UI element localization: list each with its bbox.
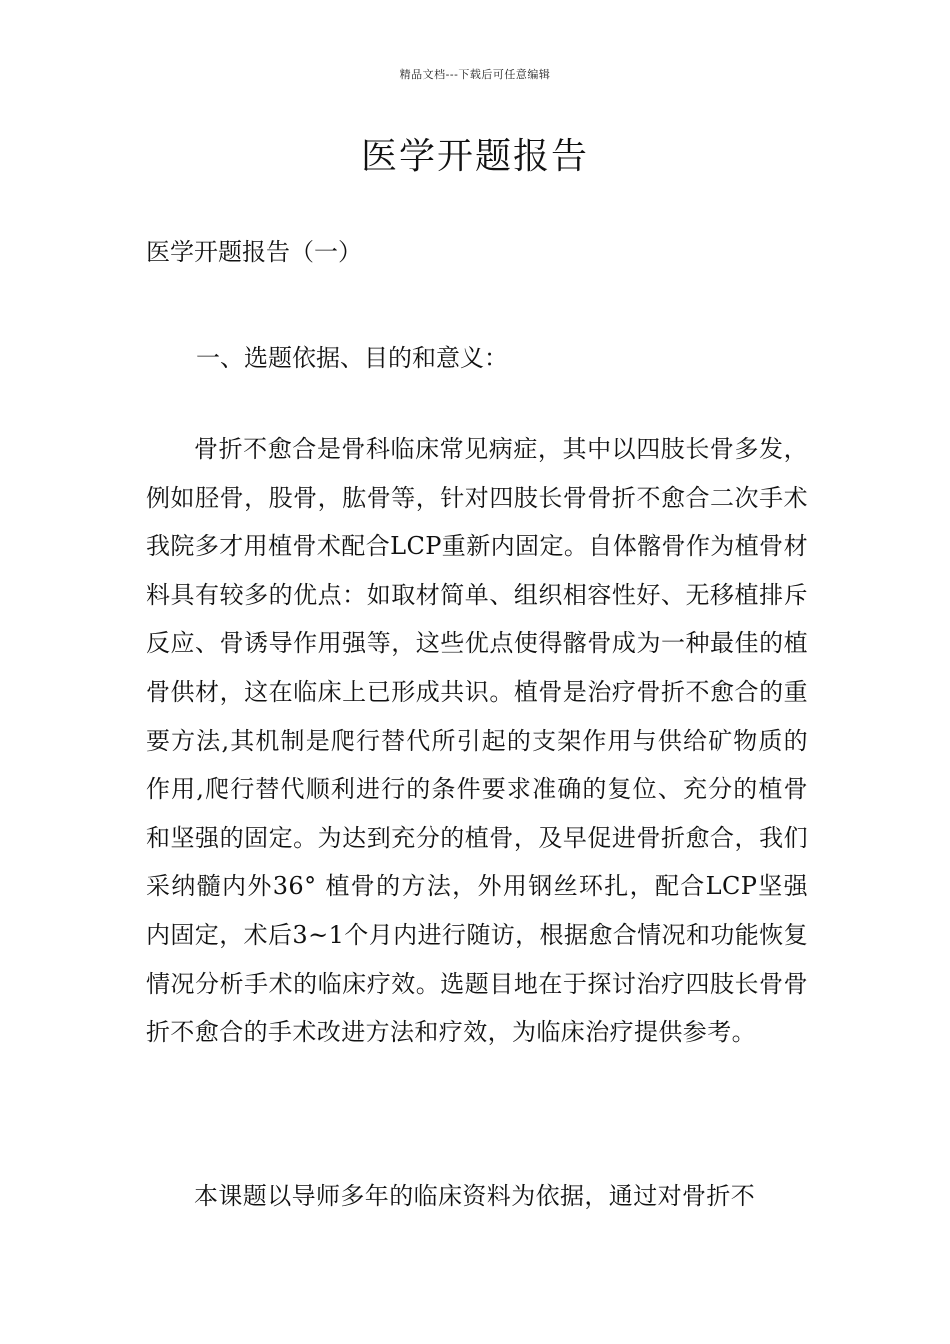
body-paragraph: 骨折不愈合是骨科临床常见病症，其中以四肢长骨多发，例如胫骨，股骨，肱骨等，针对四肢长骨骨折不愈合二次手术我院多才用植骨术配合LCP重新内固定。自体髂骨作为植骨材料具有较多的优点：如取材简单、组织相容性好、无移植排斥反应、骨诱导作用强等，这些优点使得髂骨成为一种最佳的植骨供材，这在临床上已形成共识。植骨是治疗骨折不愈合的重要方法,其机制是爬行替代所引起的支架作用与供给矿物质的作用,爬行替代顺利进行的条件要求准确的复位、充分的植骨和坚强的固定。为达到充分的植骨，及早促进骨折愈合，我们采纳髓内外36° 植骨的方法，外用钢丝环扎，配合LCP坚强内固定，术后3~1个月内进行随访，根据愈合情况和功能恢复情况分析手术的临床疗效。选题目地在于探讨治疗四肢长骨骨折不愈合的手术改进方法和疗效，为临床治疗提供参考。: [146, 435, 808, 1047]
body-paragraph: 本课题以导师多年的临床资料为依据，通过对骨折不: [194, 1182, 756, 1210]
document-subtitle: 医学开题报告（一）: [146, 238, 362, 266]
header-note: 精品文档---下载后可任意编辑: [399, 68, 551, 81]
document-title: 医学开题报告: [360, 136, 589, 177]
section-heading: 一、选题依据、目的和意义：: [196, 344, 508, 372]
